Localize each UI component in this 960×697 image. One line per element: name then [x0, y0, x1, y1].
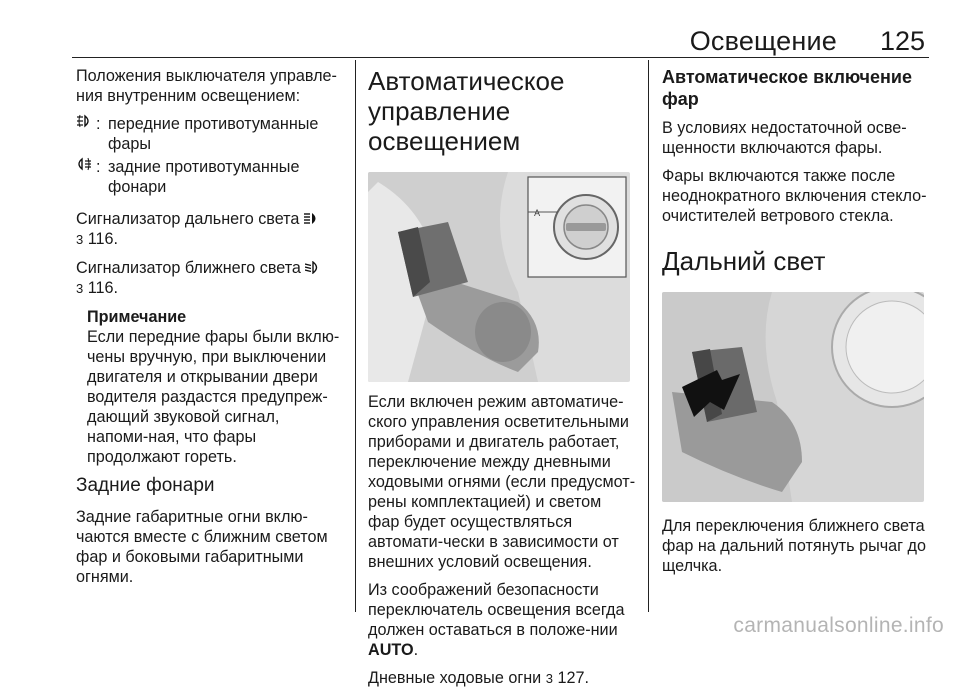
auto-headlights-para-1: В условиях недостаточной осве-щенности включаются фары. [662, 119, 907, 157]
rear-lights-heading: Задние фонари [76, 475, 215, 496]
column-right [662, 66, 930, 584]
xref-page[interactable]: 116. [87, 230, 119, 248]
note-block [76, 307, 344, 467]
symbol-text-front-fog: передние противотуманные фары [108, 115, 319, 153]
header-rule [72, 57, 929, 58]
column-divider-right [648, 60, 649, 612]
high-beam-indicator: Сигнализатор дальнего света 3 116. [76, 209, 344, 250]
xref-page[interactable]: 116. [87, 279, 119, 297]
high-beam-illustration [662, 292, 924, 502]
xref-arrow-icon: 3 [545, 671, 553, 686]
svg-text:A: A [534, 209, 541, 219]
light-switch-illustration [368, 172, 630, 382]
auto-lighting-heading: Автоматическое управление освещением [368, 66, 565, 156]
high-beam-icon [304, 212, 320, 225]
auto-headlights-para-2: Фары включаются также после неоднократного включения стекло-очистителей ветрового стекла. [662, 167, 927, 225]
page-header [72, 18, 929, 58]
column-divider-left [355, 60, 356, 612]
page-number: 125 [879, 26, 925, 56]
auto-label: AUTO [368, 641, 414, 659]
xref-arrow-icon: 3 [76, 232, 84, 247]
note-title: Примечание [87, 308, 187, 326]
switch-intro: Положения выключателя управле-ния внутренним освещением: [76, 67, 337, 105]
auto-headlights-heading: Автоматическое включение фар [662, 67, 912, 109]
auto-lighting-para-2: Из соображений безопасности переключатель освещения всегда должен оставаться в положе-нии AUTO. [368, 581, 625, 659]
note-text: Если передние фары были вклю-чены вручную, при выключении двигателя и открывании двери водителя раздастся предупреж-дающий звуковой сигнал, напоми-ная, что фары продолжают гореть. [87, 328, 340, 466]
symbol-row-rear-fog: : задние противотуманные фонари [76, 157, 344, 197]
rear-lights-text: Задние габаритные огни вклю-чаются вместе с ближним светом фар и боковыми габаритными огнями. [76, 508, 328, 586]
column-middle [368, 66, 636, 697]
low-beam-indicator: Сигнализатор ближнего света 3 116. [76, 258, 344, 299]
light-switch-figure [368, 172, 630, 382]
page-title: Освещение [689, 26, 837, 56]
front-fog-lamp-icon [76, 114, 96, 154]
symbol-text-rear-fog: задние противотуманные фонари [108, 158, 300, 196]
low-beam-icon [305, 261, 321, 274]
high-beam-heading: Дальний свет [662, 246, 826, 276]
xref-arrow-icon: 3 [76, 281, 84, 296]
column-left [76, 66, 344, 595]
watermark: carmanualsonline.info [733, 614, 944, 637]
rear-fog-lamp-icon [76, 157, 96, 197]
auto-lighting-para-1: Если включен режим автоматиче-ского управления осветительными приборами и двигатель работает, переключение между дневными ходовыми огнями (если предусмот-рены комплектацией) и светом фар будет осуществляться автомати-чески в зависимости от внешних условий освещения. [368, 393, 636, 571]
symbol-row-front-fog: : передние противотуманные фары [76, 114, 344, 154]
high-beam-figure [662, 292, 924, 502]
xref-page[interactable]: 127. [557, 669, 589, 687]
high-beam-para: Для переключения ближнего света фар на дальний потянуть рычаг до щелчка. [662, 517, 927, 575]
drl-reference: Дневные ходовые огни 3 127. [368, 669, 589, 687]
